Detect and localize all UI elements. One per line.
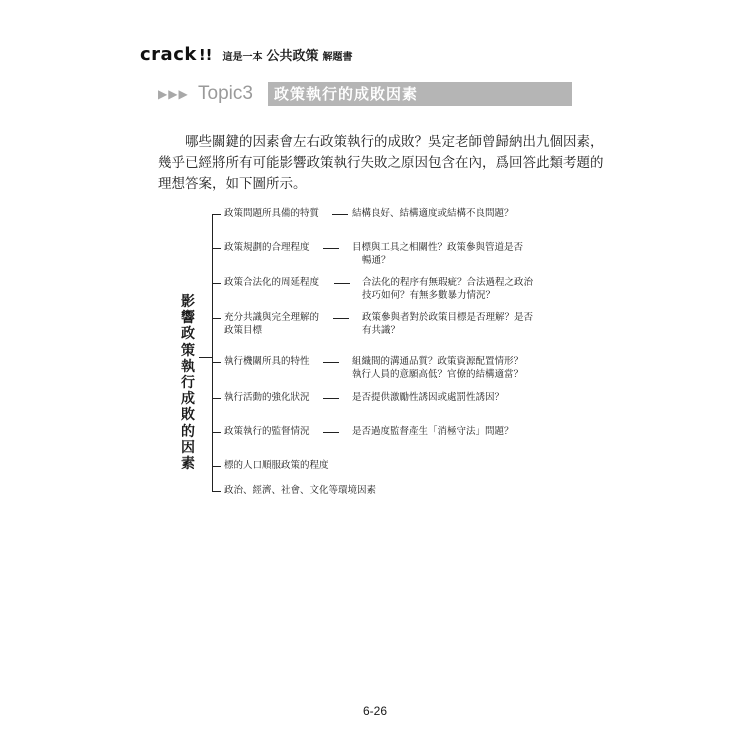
factor-question-cont: 執行人員的意願高低？官僚的結構適當？ [352,369,524,380]
factor-question: 是否過度監督產生「消極守法」問題？ [352,426,514,437]
branch-tick [212,248,221,249]
topic-number: Topic3 [198,83,253,104]
branch-tick [212,491,221,492]
factor-question-cont: 技巧如何？有無多數暴力情況？ [362,290,496,301]
factor-label: 執行活動的強化狀況 [224,392,310,403]
branch-tick [212,362,221,363]
answer-connector [332,214,348,215]
brand-logo: crack [140,44,197,65]
branch-tick [212,466,221,467]
branch-tick [212,432,221,433]
brand-exclamation: !! [198,46,213,64]
factor-label: 政策執行的監督情況 [224,426,310,437]
factor-question: 政策參與者對於政策目標是否理解？是否 [362,312,534,323]
branch-tick [212,214,221,215]
tree-spine [212,214,213,492]
factor-question-cont: 暢通？ [362,255,391,266]
triple-arrow-icon: ▶▶▶ [158,87,189,101]
diagram-root-label: 影響政策執行成敗的因素 [181,294,195,473]
factor-label: 政治、經濟、社會、文化等環境因素 [224,485,377,496]
factor-question: 目標與工具之相關性？政策參與管道是否 [352,242,524,253]
book-subtitle-post: 解題書 [322,52,353,63]
answer-connector [323,432,339,433]
branch-tick [212,318,221,319]
factor-label: 政策問題所具備的特質 [224,208,320,219]
factor-question-cont: 有共識？ [362,325,401,336]
factor-question: 合法化的程序有無瑕疵？合法過程之政治 [362,277,534,288]
factor-question: 結構良好、結構適度或結構不良問題？ [352,208,514,219]
factor-label: 充分共識與完全理解的 [224,312,320,323]
branch-tick [212,398,221,399]
paragraph-line: 理想答案，如下圖所示。 [158,176,307,192]
paragraph-line: 幾乎已經將所有可能影響政策執行失敗之原因包含在內，爲回答此類考題的 [158,155,604,171]
paragraph-line: 哪些關鍵的因素會左右政策執行的成敗？吳定老師曾歸納出九個因素， [185,134,604,150]
answer-connector [323,362,339,363]
topic-title: 政策執行的成敗因素 [268,82,572,106]
factor-question: 是否提供激勵性誘因或處罰性誘因？ [352,392,505,403]
page-number: 6-26 [362,704,388,718]
factor-label: 政策合法化的周延程度 [224,277,320,288]
answer-connector [323,398,339,399]
factor-label: 政策規劃的合理程度 [224,242,310,253]
answer-connector [334,283,350,284]
answer-connector [323,248,339,249]
book-subtitle-pre: 這是一本 [222,52,263,63]
factor-label: 標的人口順服政策的程度 [224,460,329,471]
factor-label: 執行機關所具的特性 [224,356,310,367]
branch-tick [212,283,221,284]
answer-connector [333,318,349,319]
root-connector [199,357,212,358]
book-subject: 公共政策 [266,49,319,64]
factor-label-cont: 政策目標 [224,325,263,336]
factor-question: 組織間的溝通品質？政策資源配置情形？ [352,356,524,367]
